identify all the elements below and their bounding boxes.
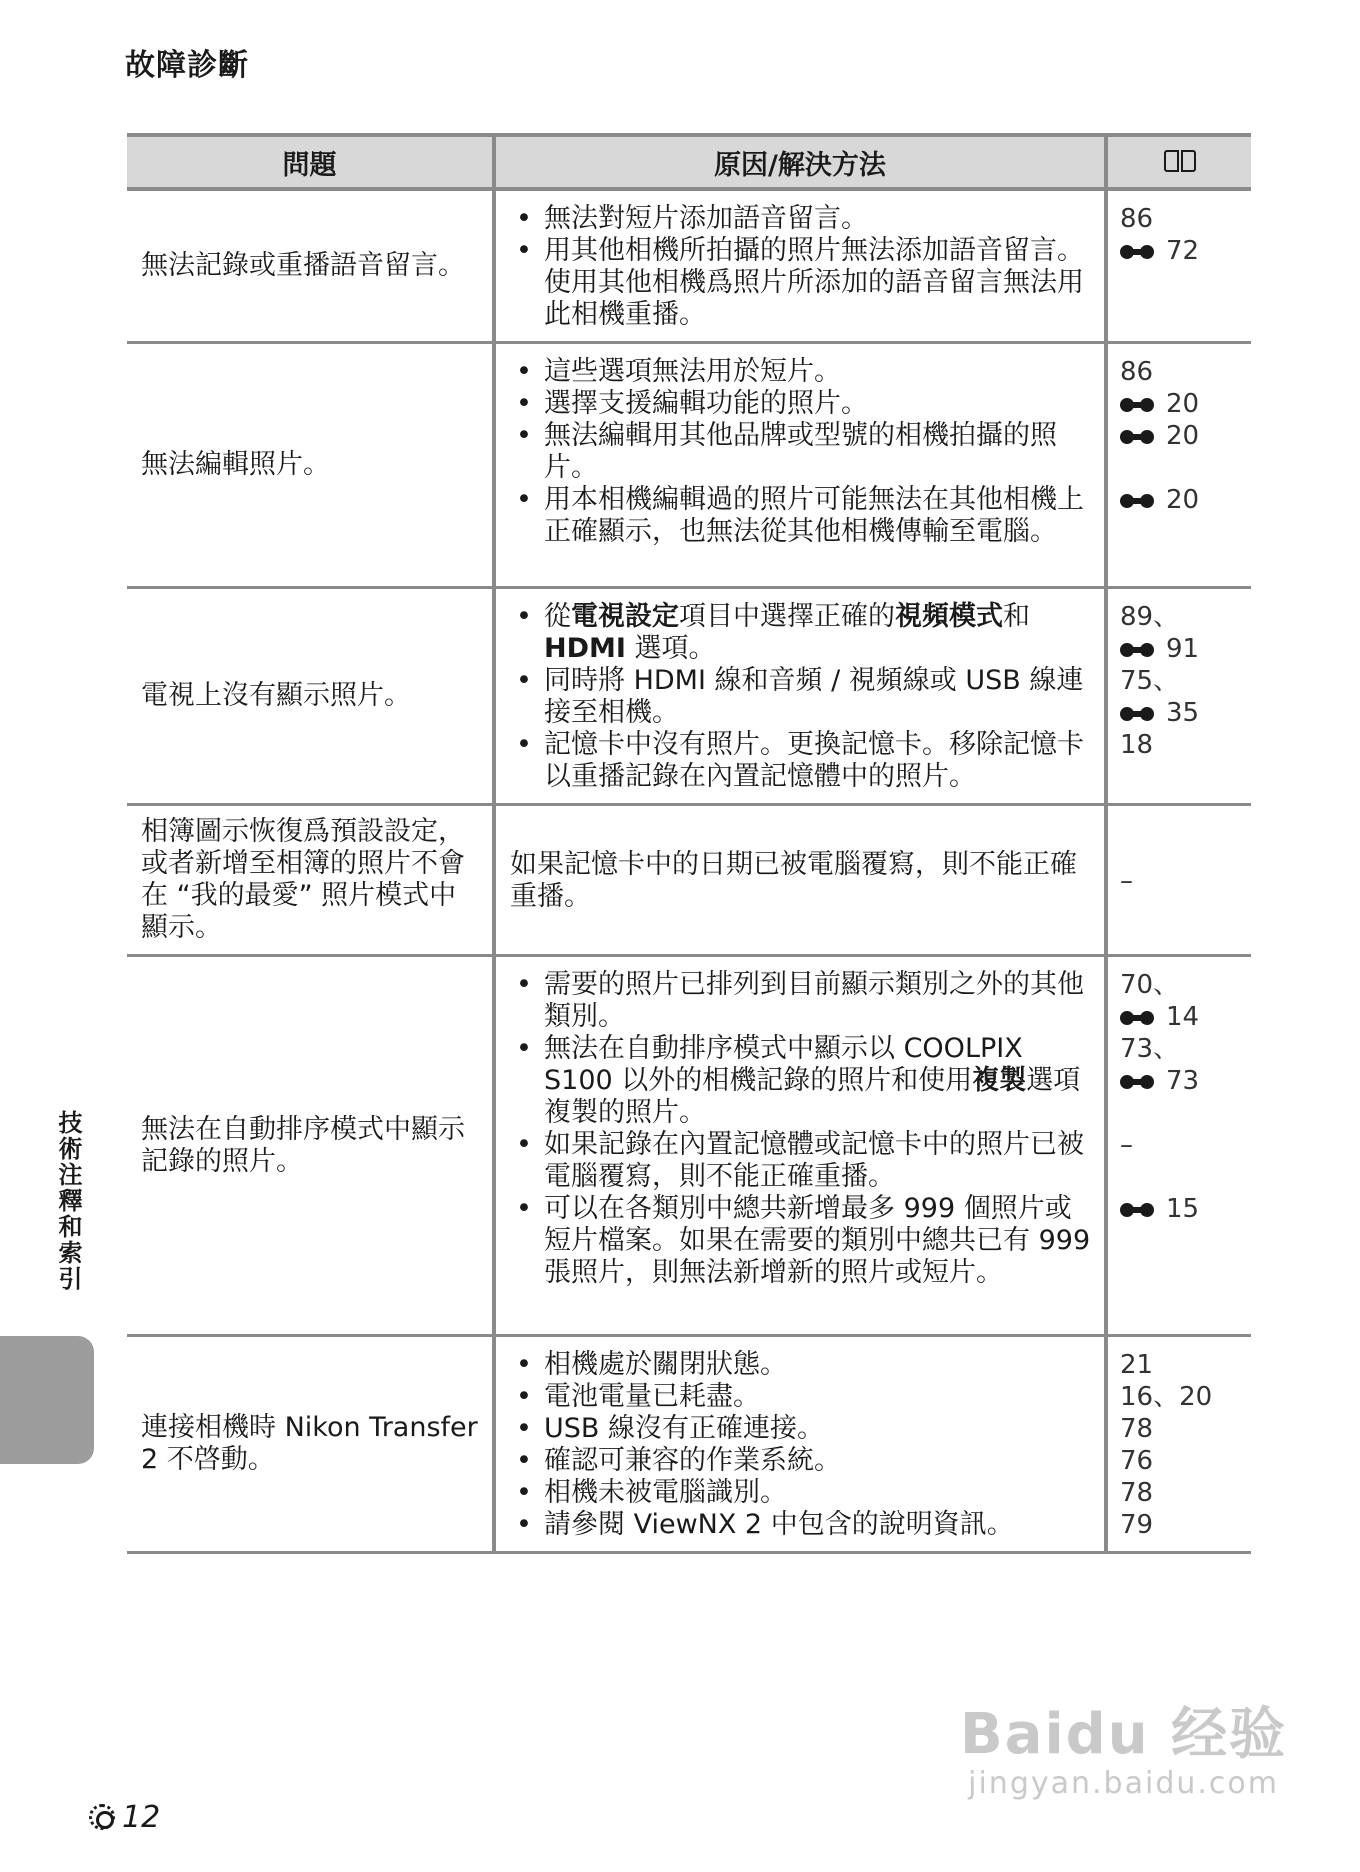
reference-page[interactable]: – [1120,1130,1133,1160]
reference-line [1120,356,1243,388]
cause-list [510,356,1094,548]
page-number [88,1800,160,1835]
book-icon [1162,150,1198,176]
side-section-label: 技術注釋和索引 [54,1110,82,1292]
cause-item: • 無法對短片添加語音留言。 [510,203,1094,235]
cause-text: 無法在自動排序模式中顯示以 COOLPIX S100 以外的相機記錄的照片和使用 [544,1033,1023,1096]
cause-list [510,1349,1094,1541]
reference-cell [1106,588,1251,805]
cause-item [510,665,1094,729]
cause-list [510,601,1094,793]
cause-text: 項目中選擇正確的 [679,601,895,632]
reference-page[interactable]: 73 [1166,1066,1200,1096]
reference-line [1120,484,1243,516]
reference-page[interactable]: 89、 [1120,602,1180,632]
reference-page[interactable]: 79 [1120,1510,1154,1540]
header-problem: 問題 [127,135,494,189]
troubleshooting-table [127,133,1251,1554]
reference-line [1120,1445,1243,1477]
cause-item: • USB 線沒有正確連接。 [510,1413,1094,1445]
reference-cell [1106,189,1251,343]
reference-page[interactable]: 78 [1120,1414,1154,1444]
reference-line [1120,1509,1243,1541]
cause-item [510,969,1094,1033]
page-number-text: 12 [122,1800,161,1835]
sun-icon [88,1803,118,1833]
cause-item: • 相機未被電腦識別。 [510,1477,1094,1509]
reference-page[interactable]: 76 [1120,1446,1154,1476]
reference-section-icon [1120,705,1154,723]
reference-line [1120,1193,1243,1225]
cause-item [510,1129,1094,1193]
reference-page[interactable]: 73、 [1120,1034,1180,1064]
reference-line [1120,1033,1243,1065]
reference-page[interactable]: 35 [1166,698,1200,728]
cause-item: • 選擇支援編輯功能的照片。 [510,388,1094,420]
reference-line [1120,1065,1243,1097]
reference-page[interactable]: 20 [1166,485,1200,515]
reference-page[interactable]: 18 [1120,730,1154,760]
reference-page[interactable]: 75、 [1120,666,1180,696]
reference-page[interactable]: 91 [1166,634,1200,664]
cause-solution-cell [494,189,1106,343]
reference-line [1120,452,1243,484]
reference-line [1120,697,1243,729]
reference-page[interactable]: 20 [1166,389,1200,419]
reference-page[interactable]: 16、20 [1120,1382,1213,1412]
cause-text: 選項。 [625,633,716,664]
cause-item: • 這些選項無法用於短片。 [510,356,1094,388]
reference-section-icon [1120,1073,1154,1091]
reference-line [1120,235,1243,267]
reference-line [1120,1129,1243,1161]
reference-page[interactable]: 70、 [1120,970,1180,1000]
reference-page[interactable]: 72 [1166,236,1200,266]
reference-line [1120,1477,1243,1509]
reference-section-icon [1120,396,1154,414]
reference-line [1120,969,1243,1001]
cause-text: 和 [1003,601,1030,632]
reference-page[interactable]: 86 [1120,204,1154,234]
menu-term: HDMI [544,633,626,664]
menu-term: 視頻模式 [895,601,1003,632]
cause-item: • 請參閱 ViewNX 2 中包含的說明資訊。 [510,1509,1094,1541]
watermark-sub: jingyan.baidu.com [968,1766,1279,1801]
cause-item: • 電池電量已耗盡。 [510,1381,1094,1413]
header-cause-solution: 原因/解決方法 [494,135,1106,189]
reference-page[interactable]: 21 [1120,1350,1154,1380]
table-row [127,189,1251,343]
reference-page[interactable]: – [1120,866,1133,896]
reference-section-icon [1120,641,1154,659]
cause-solution-cell [494,343,1106,588]
problem-cell: 電視上沒有顯示照片。 [127,588,494,805]
problem-cell: 無法記錄或重播語音留言。 [127,189,494,343]
reference-section-icon [1120,428,1154,446]
reference-page[interactable]: 86 [1120,357,1154,387]
reference-line [1120,1001,1243,1033]
cause-text: 如果記憶卡中的日期已被電腦覆寫，則不能正確重播。 [510,849,1077,912]
cause-item [510,1033,1094,1129]
reference-section-icon [1120,492,1154,510]
cause-text: 可以在各類別中總共新增最多 999 個照片或短片檔案。如果在需要的類別中總共已有 999 張照片，則無法新增新的照片或短片。 [544,1193,1091,1288]
cause-item: • 無法編輯用其他品牌或型號的相機拍攝的照片。 [510,420,1094,484]
cause-item: • 相機處於關閉狀態。 [510,1349,1094,1381]
reference-line [1120,420,1243,452]
menu-term: 複製 [972,1065,1027,1096]
cause-list [510,203,1094,331]
reference-page[interactable]: 78 [1120,1478,1154,1508]
cause-item [510,729,1094,793]
table-header-row [127,135,1251,189]
cause-item: • 用本相機編輯過的照片可能無法在其他相機上正確顯示，也無法從其他相機傳輸至電腦。 [510,484,1094,548]
cause-text: 如果記錄在內置記憶體或記憶卡中的照片已被電腦覆寫，則不能正確重播。 [544,1129,1084,1192]
cause-item: • 用其他相機所拍攝的照片無法添加語音留言。使用其他相機爲照片所添加的語音留言無法用此相機重播。 [510,235,1094,331]
cause-text: 需要的照片已排列到目前顯示類別之外的其他類別。 [544,969,1084,1032]
side-tab-marker [0,1336,94,1464]
cause-item: • 確認可兼容的作業系統。 [510,1445,1094,1477]
reference-line [1120,1097,1243,1129]
reference-line [1120,865,1243,897]
reference-line [1120,1349,1243,1381]
cause-text: 記憶卡中沒有照片。更換記憶卡。移除記憶卡以重播記錄在內置記憶體中的照片。 [544,729,1084,792]
cause-text: 從 [544,601,571,632]
reference-line [1120,601,1243,633]
cause-item [510,601,1094,665]
watermark-main: Baidu 经验 [960,1702,1288,1767]
reference-cell [1106,805,1251,956]
table-row [127,956,1251,1336]
reference-cell [1106,1336,1251,1553]
reference-section-icon [1120,243,1154,261]
cause-list [510,969,1094,1289]
cause-solution-cell [494,805,1106,956]
reference-page[interactable]: 15 [1166,1194,1200,1224]
cause-solution-cell [494,588,1106,805]
reference-cell [1106,343,1251,588]
cause-solution-cell [494,1336,1106,1553]
table-row [127,1336,1251,1553]
reference-line [1120,203,1243,235]
reference-line [1120,729,1243,761]
header-reference [1106,135,1251,189]
table-row [127,805,1251,956]
section-title: 故障診斷 [125,48,249,83]
problem-cell: 連接相機時 Nikon Transfer 2 不啓動。 [127,1336,494,1553]
reference-line [1120,665,1243,697]
reference-line [1120,633,1243,665]
problem-cell: 無法編輯照片。 [127,343,494,588]
reference-page[interactable]: 20 [1166,421,1200,451]
cause-text: 同時將 HDMI 線和音頻 / 視頻線或 USB 線連接至相機。 [544,665,1084,728]
problem-cell: 相簿圖示恢復爲預設設定，或者新增至相簿的照片不會在 “我的最愛” 照片模式中顯示。 [127,805,494,956]
reference-section-icon [1120,1201,1154,1219]
reference-line [1120,1413,1243,1445]
watermark [960,1690,1287,1801]
table-row [127,588,1251,805]
cause-item [510,1193,1094,1289]
table-row [127,343,1251,588]
menu-term: 電視設定 [571,601,679,632]
cause-text: 選項複製的照片。 [544,1065,1081,1128]
cause-solution-cell [494,956,1106,1336]
reference-line [1120,1381,1243,1413]
problem-cell: 無法在自動排序模式中顯示記錄的照片。 [127,956,494,1336]
reference-section-icon [1120,1009,1154,1027]
reference-line [1120,1161,1243,1193]
reference-page[interactable]: 14 [1166,1002,1200,1032]
reference-line [1120,388,1243,420]
reference-cell [1106,956,1251,1336]
